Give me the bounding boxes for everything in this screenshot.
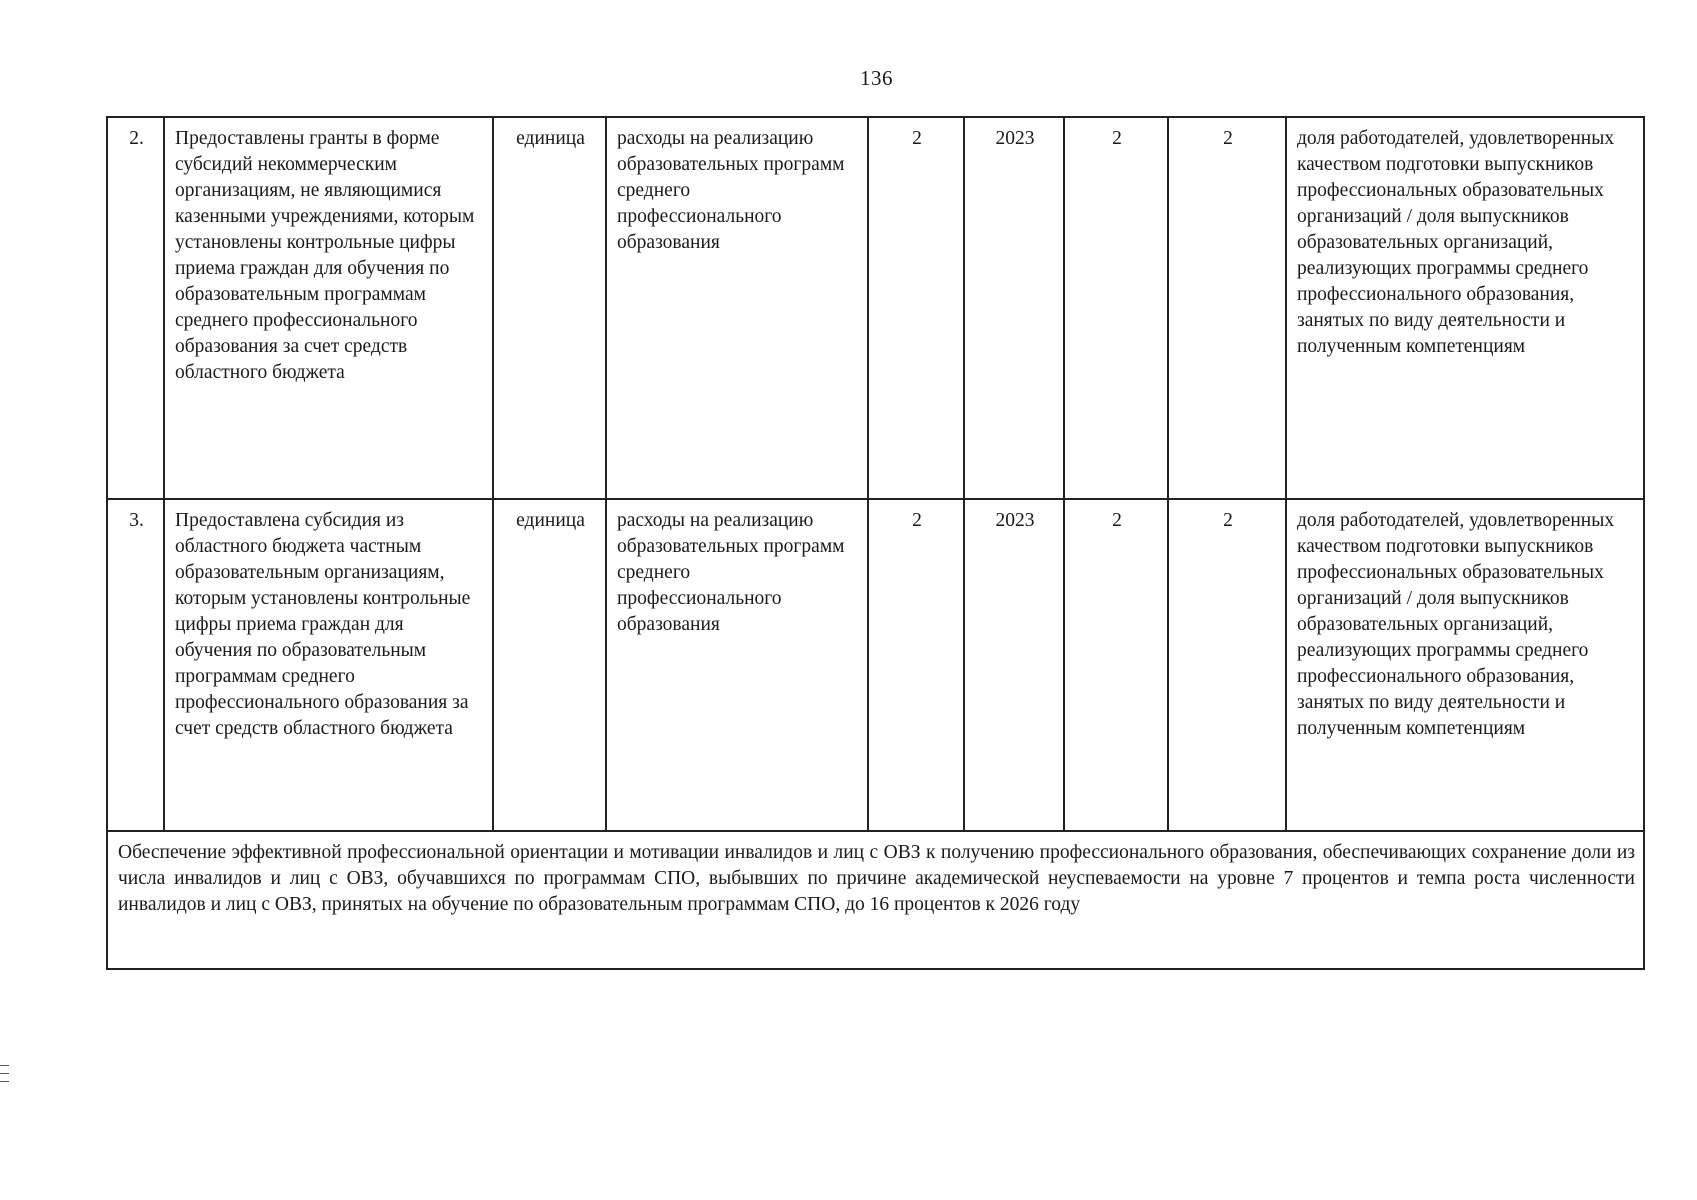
type-cell: расходы на реализацию образовательных программ среднего профессионального образования (606, 499, 868, 831)
value-b-cell: 2 (1168, 117, 1286, 499)
footer-row (107, 831, 1644, 969)
unit-cell: единица (493, 117, 606, 499)
base-value-cell: 2 (868, 499, 964, 831)
value-a-cell: 2 (1064, 499, 1168, 831)
footer-text: Обеспечение эффективной профессиональной ориентации и мотивации инвалидов и лиц с ОВЗ к получению профессионального образования, обеспечивающих сохранение доли из числа инвалидов и лиц с ОВЗ, обучавшихся по программам СПО, выбывших по причине академической неуспеваемости на уровне 7 процентов и темпа роста численности инвалидов и лиц с ОВЗ, принятых на обучение по образовательным программам СПО, до 16 процентов к 2026 году (107, 831, 1644, 969)
measures-table (106, 116, 1645, 970)
base-year-cell: 2023 (964, 117, 1064, 499)
indicator-cell: доля работодателей, удовлетворенных качеством подготовки выпускников профессиональных образовательных организаций / доля выпускников образовательных организаций, реализующих программы среднего профессионального образования, занятых по виду деятельности и полученным компетенциям (1286, 117, 1644, 499)
value-a-cell: 2 (1064, 117, 1168, 499)
table-row (107, 499, 1644, 831)
value-b-cell: 2 (1168, 499, 1286, 831)
table-row (107, 117, 1644, 499)
unit-cell: единица (493, 499, 606, 831)
margin-mark (0, 1065, 9, 1089)
base-year-cell: 2023 (964, 499, 1064, 831)
page-number: 136 (860, 66, 893, 90)
type-cell: расходы на реализацию образовательных программ среднего профессионального образования (606, 117, 868, 499)
result-cell: Предоставлены гранты в форме субсидий некоммерческим организациям, не являющимися казенными учреждениями, которым установлены контрольные цифры приема граждан для обучения по образовательным программам среднего профессионального образования за счет средств областного бюджета (164, 117, 493, 499)
indicator-cell: доля работодателей, удовлетворенных качеством подготовки выпускников профессиональных образовательных организаций / доля выпускников образовательных организаций, реализующих программы среднего профессионального образования, занятых по виду деятельности и полученным компетенциям (1286, 499, 1644, 831)
row-index: 2. (107, 117, 164, 499)
result-cell: Предоставлена субсидия из областного бюджета частным образовательным организациям, которым установлены контрольные цифры приема граждан для обучения по образовательным программам среднего профессионального образования за счет средств областного бюджета (164, 499, 493, 831)
base-value-cell: 2 (868, 117, 964, 499)
row-index: 3. (107, 499, 164, 831)
